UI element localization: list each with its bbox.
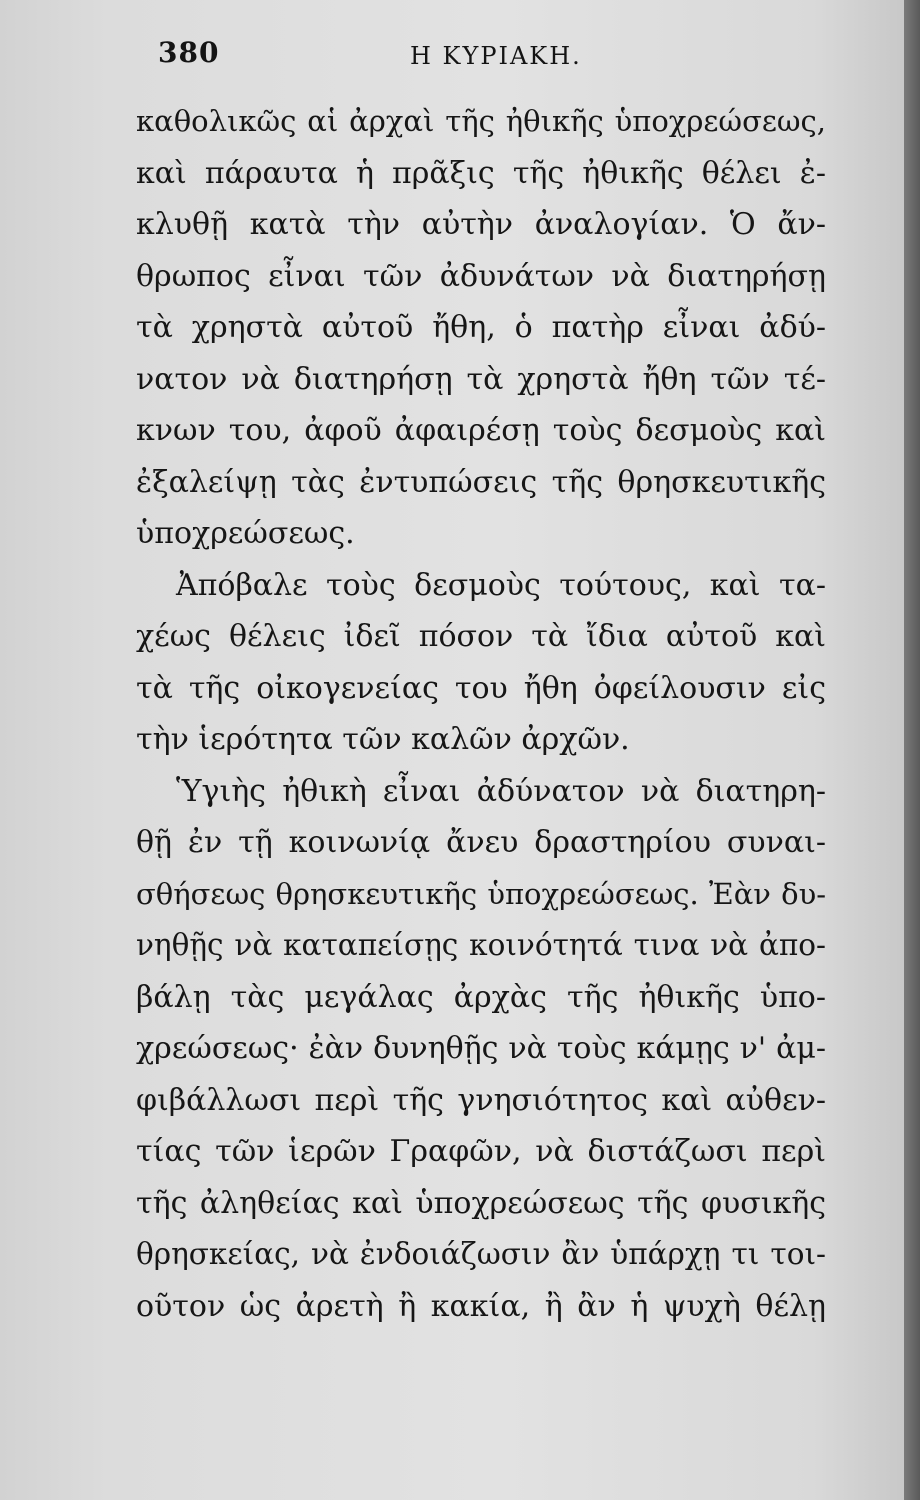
text-line: βάλῃ τὰς μεγάλας ἀρχὰς τῆς ἠθικῆς ὑπο-	[136, 979, 826, 1015]
text-line: τὰ τῆς οἰκογενείας του ἤθη ὀφείλουσιν εἰς	[136, 670, 826, 706]
paragraph-start-line: Ἀπόβαλε τοὺς δεσμοὺς τούτους, καὶ τα-	[176, 567, 826, 603]
page-number: 380	[158, 36, 220, 69]
text-line: καθολικῶς αἱ ἀρχαὶ τῆς ἠθικῆς ὑποχρεώσεως,	[136, 104, 826, 138]
text-line: θρησκείας, νὰ ἐνδοιάζωσιν ἂν ὑπάρχῃ τι τοι-	[136, 1237, 826, 1271]
text-line: τίας τῶν ἱερῶν Γραφῶν, νὰ διστάζωσι περὶ	[136, 1134, 826, 1169]
text-line: νηθῇς νὰ καταπείσῃς κοινότητά τινα νὰ ἀπο-	[136, 928, 826, 962]
text-line: κνων του, ἀφοῦ ἀφαιρέσῃ τοὺς δεσμοὺς καὶ	[136, 413, 826, 448]
text-line: χρεώσεως· ἐὰν δυνηθῇς νὰ τοὺς κάμῃς ν' ἀμ-	[136, 1031, 826, 1066]
text-line: τὴν ἱερότητα τῶν καλῶν ἀρχῶν.	[136, 722, 630, 757]
text-line: ὑποχρεώσεως.	[136, 516, 355, 551]
text-line: σθήσεως θρησκευτικῆς ὑποχρεώσεως. Ἐὰν δυ-	[136, 876, 826, 911]
text-line: τῆς ἀληθείας καὶ ὑποχρεώσεως τῆς φυσικῆς	[136, 1185, 826, 1221]
text-line: φιβάλλωσι περὶ τῆς γνησιότητος καὶ αὐθεν-	[136, 1082, 826, 1118]
text-line: οῦτον ὡς ἀρετὴ ἢ κακία, ἢ ἂν ἡ ψυχὴ θέλῃ	[136, 1288, 826, 1324]
page-header	[158, 36, 798, 86]
body-text	[136, 96, 826, 1332]
page-edge-shadow	[904, 0, 920, 1500]
text-line: τὰ χρηστὰ αὐτοῦ ἤθη, ὁ πατὴρ εἶναι ἀδύ-	[136, 310, 826, 345]
text-line: κλυθῇ κατὰ τὴν αὐτὴν ἀναλογίαν. Ὁ ἄν-	[136, 207, 826, 242]
text-line: χέως θέλεις ἰδεῖ πόσον τὰ ἴδια αὐτοῦ καὶ	[136, 619, 826, 654]
text-line: καὶ πάραυτα ἡ πρᾶξις τῆς ἠθικῆς θέλει ἐ-	[136, 155, 826, 191]
text-line: ἐξαλείψῃ τὰς ἐντυπώσεις τῆς θρησκευτικῆς	[136, 464, 826, 500]
text-line: θῇ ἐν τῇ κοινωνίᾳ ἄνευ δραστηρίου συναι-	[136, 825, 826, 860]
paragraph-start-line: Ὑγιὴς ἠθικὴ εἶναι ἀδύνατον νὰ διατηρη-	[176, 773, 826, 809]
text-line: θρωπος εἶναι τῶν ἀδυνάτων νὰ διατηρήσῃ	[136, 258, 826, 294]
running-head: Η ΚΥΡΙΑΚΗ.	[410, 42, 582, 70]
text-line: νατον νὰ διατηρήσῃ τὰ χρηστὰ ἤθη τῶν τέ-	[136, 361, 826, 397]
